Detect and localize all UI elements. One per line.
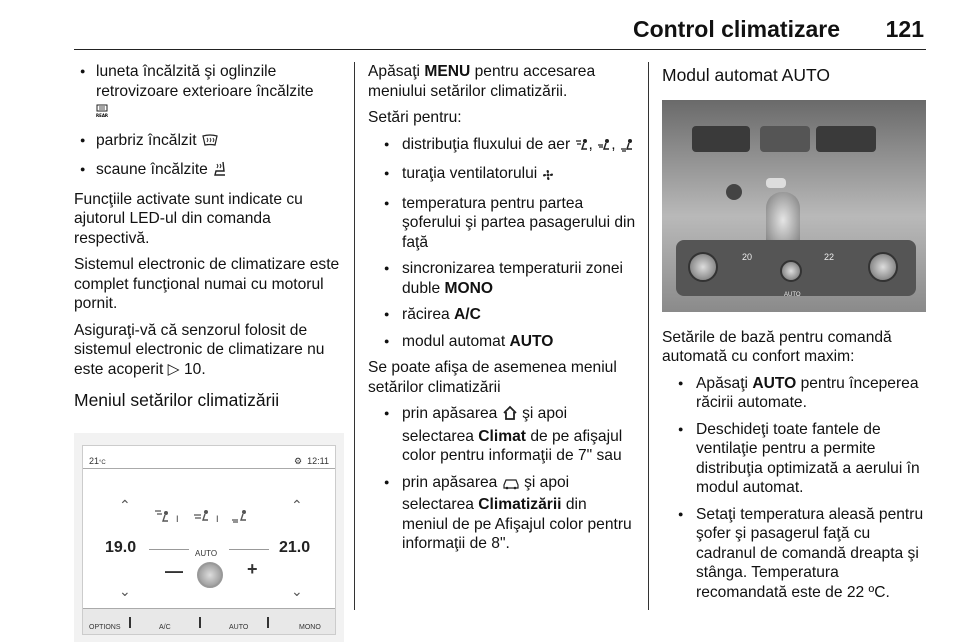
list-item: ● turaţia ventilatorului [368,164,636,187]
paragraph: Apăsaţi MENU pentru accesarea meniului setărilor climatizării. [368,63,596,100]
list-item: ● prin apăsarea şi apoi selectarea Climat de pe afişajul color pentru informaţii de 7" sau [368,404,636,466]
left-temp-up-chevron-icon[interactable]: ⌃ [119,496,131,513]
home-icon [502,405,518,427]
list-item: ● prin apăsarea şi apoi selectarea Climatizării din meniul de pe Afişajul color pentru informaţii de 8". [368,473,636,554]
list-item: ● distribuţia fluxului de aer , , [368,135,636,158]
settings-list [368,135,636,352]
column-2 [368,62,636,561]
list-item: ● luneta încălzită şi oglinzile retrovizoare exterioare încălzite REAR [74,62,344,124]
fan-icon [542,167,554,187]
airflow-face-icon[interactable] [193,508,211,524]
climate-menu-screen-figure [74,433,344,642]
column-divider [354,62,355,610]
list-item: ● Deschideţi toate fantele de ventilaţie pentru a permite distribuţia optimizată a aerului în modul automat. [662,420,926,498]
header-rule [74,49,926,50]
fan-increase-button[interactable]: + [247,558,258,579]
list-item: ● scaune încălzite [74,160,344,183]
fan-speed-icon[interactable] [197,562,223,588]
section-heading: Modul automat AUTO [662,65,830,85]
options-button[interactable]: OPTIONS [89,623,121,631]
mono-button[interactable]: MONO [299,623,321,631]
list-item: ● Setaţi temperatura aleasă pentru şofer şi pasagerul faţă cu cadranul de comandă dreapta şi stânga. Temperatura recomandată este de 22 ºC. [662,505,926,603]
svg-text:REAR: REAR [96,113,108,118]
left-temp-dial [688,252,718,282]
left-temp-down-chevron-icon[interactable]: ⌄ [119,582,131,599]
right-temp-up-chevron-icon[interactable]: ⌃ [291,496,303,513]
outside-temp: 21°C [89,455,106,466]
auto-mode-list [662,374,926,603]
paragraph: Setări pentru: [368,109,462,126]
airflow-face-icon [597,138,611,158]
access-list [368,404,636,554]
page-number: 121 [885,16,924,42]
screen-clock: ⚙ 12:11 [294,455,329,466]
bullet-list [74,62,344,183]
page-header [74,12,926,50]
airflow-windshield-icon [575,138,589,158]
list-item: ● parbriz încălzit [74,131,344,154]
right-temp-value: 21.0 [279,538,311,556]
windshield-heat-icon [201,134,219,154]
page-reference-link[interactable]: 10. [183,360,206,378]
right-temp-dial [868,252,898,282]
right-temp-down-chevron-icon[interactable]: ⌄ [291,582,303,599]
climate-menu-screen: 21°C ⚙ 12:11 ⌃ 19.0 ⌄ ⌃ 21.0 ⌄ I I AUTO — + OPTIONS A/C AUTO MONO [82,445,336,635]
screen-button-bar [83,608,335,634]
column-divider [648,62,649,610]
airflow-windshield-icon[interactable] [153,508,171,524]
list-item: ● Apăsaţi AUTO pentru începerea răcirii automate. [662,374,926,413]
column-3 [662,62,926,609]
ac-button[interactable]: A/C [159,623,171,631]
fan-dial [780,260,802,282]
auto-indicator: AUTO [195,548,218,558]
page-title: Control climatizare [632,16,840,42]
page-ref-arrow-icon: ▷ [167,360,180,378]
paragraph: Setările de bază pentru comandă automată cu confort maxim: [662,328,892,365]
airflow-feet-icon[interactable] [231,508,249,524]
paragraph: Funcţiile activate sunt indicate cu ajutorul LED-ul din comanda respectivă. [74,190,303,247]
left-temp-value: 19.0 [105,538,137,556]
column-1 [74,62,344,642]
list-item: ● modul automat AUTO [368,332,636,352]
auto-button[interactable]: AUTO [229,623,249,631]
paragraph: Asiguraţi-vă că senzorul folosit de sistemul electronic de climatizare nu este acoperit ▷ 10. [74,321,325,378]
rear-window-heat-icon [96,104,108,124]
seat-heat-icon [212,161,228,183]
car-climate-icon [502,476,520,496]
airflow-feet-icon [620,138,634,158]
gear-icon: ⚙ [294,455,303,466]
fan-decrease-button[interactable]: — [165,560,183,581]
section-heading: Meniul setărilor climatizării [74,390,280,410]
list-item: ● răcirea A/C [368,305,636,325]
climate-control-panel-photo: 20 22 AUTO [662,100,926,312]
paragraph: Sistemul electronic de climatizare este complet funcţional numai cu motorul pornit. [74,256,340,312]
list-item: ● sincronizarea temperaturii zonei duble MONO [368,259,636,298]
paragraph: Se poate afişa de asemenea meniul setărilor climatizării [368,359,617,396]
list-item: ● temperatura pentru partea şoferului şi partea pasagerului din faţă [368,194,636,253]
